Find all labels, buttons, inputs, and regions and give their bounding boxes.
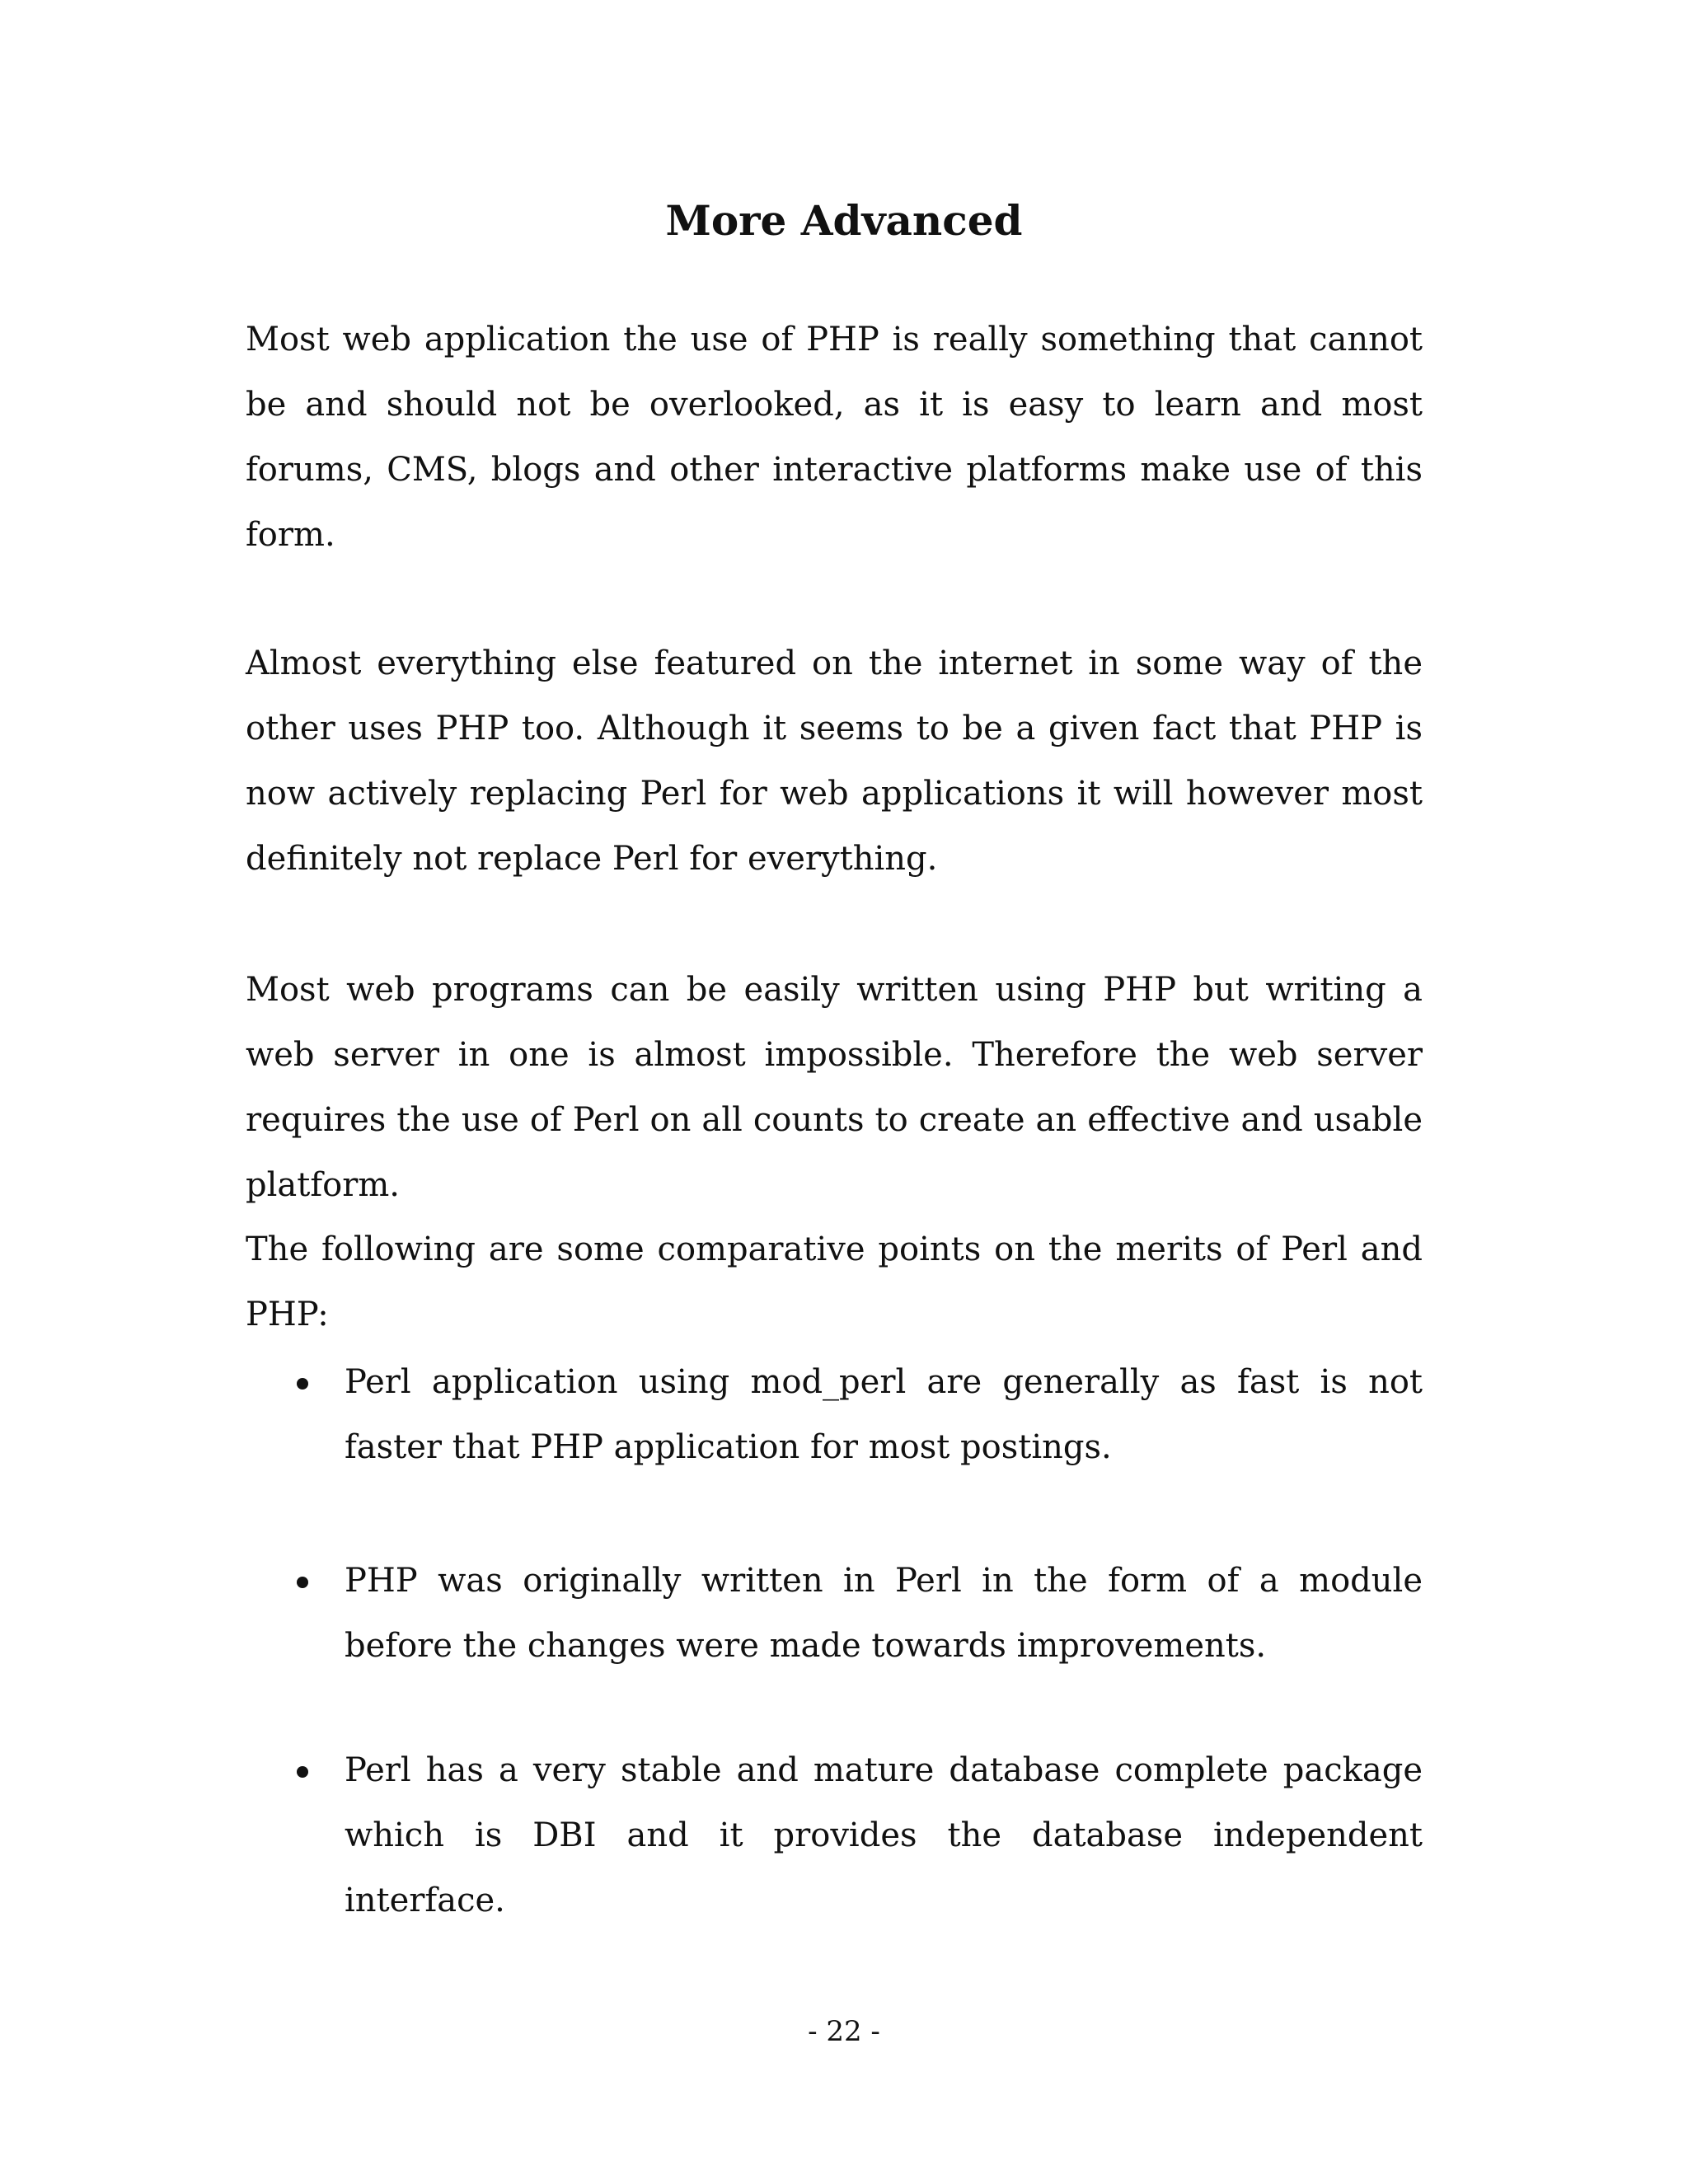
paragraph-2: Almost everything else featured on the internet in some way of the other uses PHP too. Although it seems to be a given fact that PHP is now actively replacing Perl for web applications it will however most definitely not replace Perl for everything. xyxy=(246,644,1423,878)
bullet-icon xyxy=(297,1577,308,1588)
paragraph-3: Most web programs can be easily written using PHP but writing a web server in one is almost impossible. Therefore the web server requires the use of Perl on all counts to create an effective and usable platform. xyxy=(246,971,1423,1204)
page-number: - 22 - xyxy=(808,2015,880,2048)
bullet-icon xyxy=(297,1378,308,1390)
bullet-text-1: Perl application using mod_perl are generally as fast is not faster that PHP application for most postings. xyxy=(345,1363,1423,1466)
bullet-icon xyxy=(297,1766,308,1778)
bullet-item-3 xyxy=(246,1738,1423,1933)
page-title: More Advanced xyxy=(665,196,1023,245)
paragraph-1: Most web application the use of PHP is really something that cannot be and should not be overlooked, as it is easy to learn and most forums, CMS, blogs and other interactive platforms make use of this form. xyxy=(246,321,1423,554)
bullet-text-2: PHP was originally written in Perl in the form of a module before the changes were made towards improvements. xyxy=(345,1562,1423,1665)
bullet-text-3: Perl has a very stable and mature database complete package which is DBI and it provides the database independent interface. xyxy=(345,1751,1423,1919)
bullet-item-2 xyxy=(246,1549,1423,1679)
bullet-item-1 xyxy=(246,1350,1423,1480)
paragraph-4: The following are some comparative points on the merits of Perl and PHP: xyxy=(246,1230,1423,1333)
